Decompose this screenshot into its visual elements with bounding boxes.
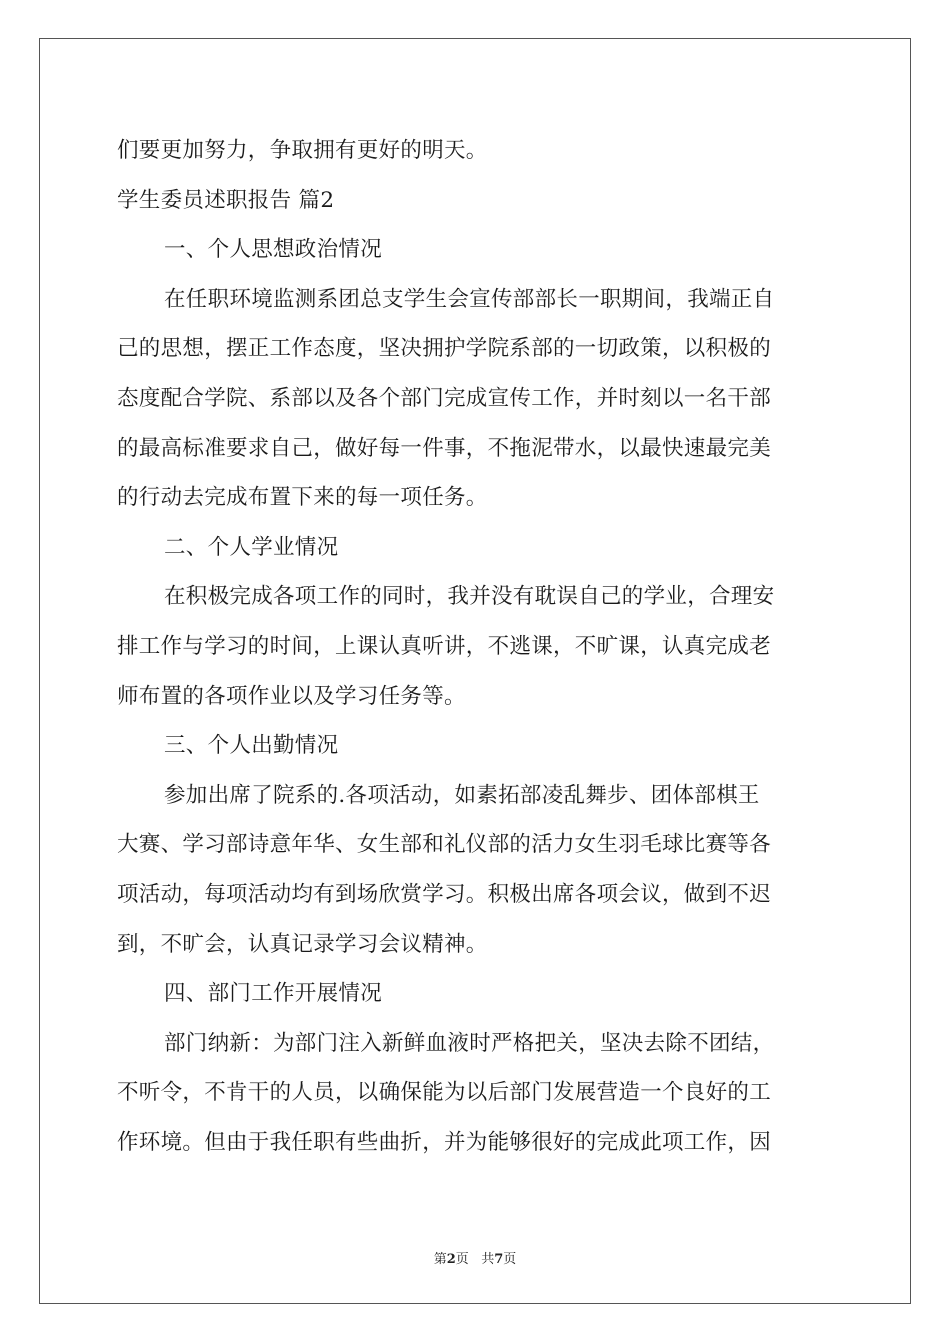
subheading: 四、部门工作开展情况 <box>164 981 383 1007</box>
paragraph-line: 们要更加努力，争取拥有更好的明天。 <box>117 138 488 163</box>
footer-total-prefix: 共 <box>481 1252 495 1267</box>
page-footer <box>0 1248 950 1267</box>
paragraph-line: 在积极完成各项工作的同时，我并没有耽误自己的学业，合理安 <box>164 584 775 610</box>
paragraph-line: 己的思想，摆正工作态度，坚决拥护学院系部的一切政策，以积极的 <box>117 336 772 362</box>
paragraph-line: 作环境。但由于我任职有些曲折，并为能够很好的完成此项工作，因 <box>117 1129 772 1155</box>
paragraph-line: 的最高标准要求自己，做好每一件事，不拖泥带水，以最快速最完美 <box>117 435 772 461</box>
footer-total-suffix: 页 <box>503 1252 517 1267</box>
document-body <box>117 126 833 1167</box>
footer-prefix: 第 <box>433 1252 447 1267</box>
footer-total-pages: 7 <box>494 1252 504 1267</box>
subheading: 三、个人出勤情况 <box>164 733 339 759</box>
paragraph-line: 态度配合学院、系部以及各个部门完成宣传工作，并时刻以一名干部 <box>117 385 772 411</box>
paragraph-line: 大赛、学习部诗意年华、女生部和礼仪部的活力女生羽毛球比赛等各 <box>117 832 772 858</box>
section-title: 学生委员述职报告 篇2 <box>117 187 335 213</box>
paragraph-line: 排工作与学习的时间，上课认真听讲，不逃课，不旷课，认真完成老 <box>117 633 772 659</box>
paragraph-line: 到，不旷会，认真记录学习会议精神。 <box>117 931 488 957</box>
footer-page-suffix: 页 <box>455 1252 469 1267</box>
paragraph-line: 不听令，不肯干的人员，以确保能为以后部门发展营造一个良好的工 <box>117 1080 772 1106</box>
paragraph-line: 在任职环境监测系团总支学生会宣传部部长一职期间，我端正自 <box>164 286 775 312</box>
footer-page-number: 2 <box>446 1252 456 1267</box>
subheading: 一、个人思想政治情况 <box>164 237 383 263</box>
paragraph-line: 参加出席了院系的.各项活动，如素拓部凌乱舞步、团体部棋王 <box>164 782 760 808</box>
paragraph-line: 师布置的各项作业以及学习任务等。 <box>117 683 466 709</box>
subheading: 二、个人学业情况 <box>164 534 339 560</box>
paragraph-line: 项活动，每项活动均有到场欣赏学习。积极出席各项会议，做到不迟 <box>117 881 772 907</box>
paragraph-line: 的行动去完成布置下来的每一项任务。 <box>117 485 488 511</box>
paragraph-line: 部门纳新：为部门注入新鲜血液时严格把关，坚决去除不团结， <box>164 1030 775 1056</box>
